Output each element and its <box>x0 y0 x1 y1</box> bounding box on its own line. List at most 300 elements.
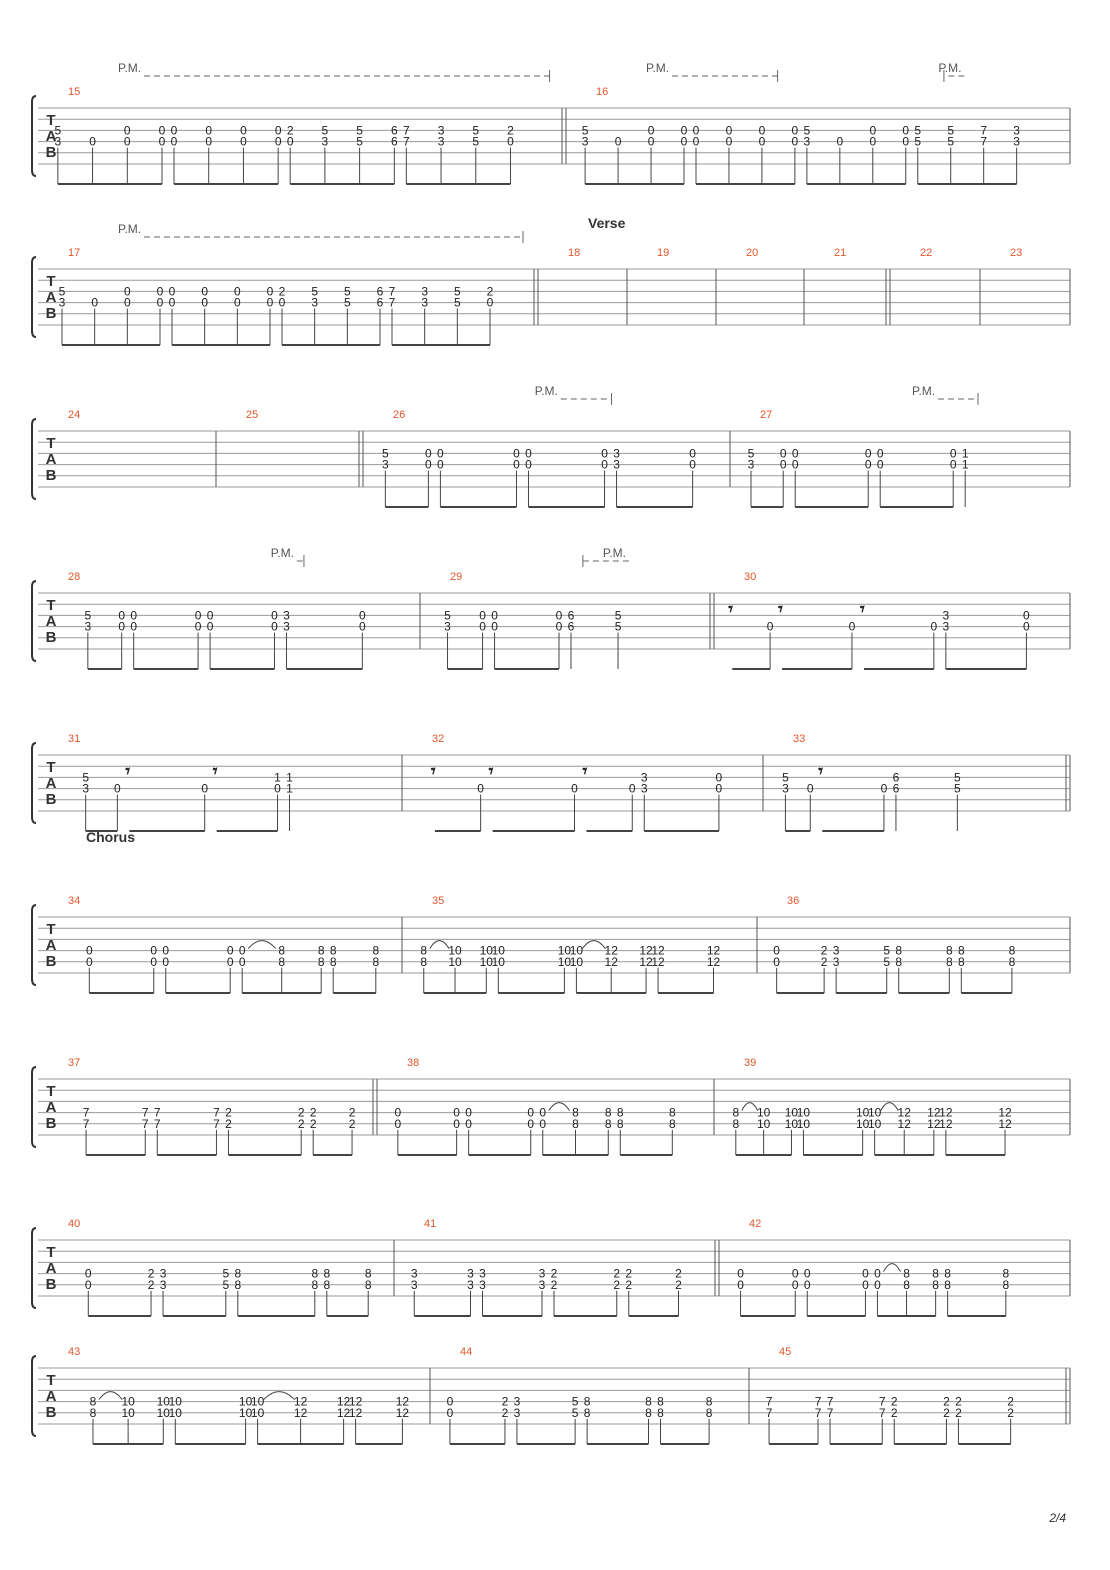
fret-number: 5 <box>453 284 461 299</box>
fret-number: 8 <box>1002 1277 1010 1292</box>
system-bracket <box>32 1228 36 1308</box>
fret-number: 0 <box>758 123 766 138</box>
fret-number: 2 <box>613 1266 621 1281</box>
fret-number: 0 <box>902 123 910 138</box>
fret-number: 0 <box>271 619 278 634</box>
tab-clef-letter: A <box>45 775 57 792</box>
system-bracket <box>32 96 36 176</box>
fret-number: 0 <box>394 1105 402 1120</box>
fret-number: 5 <box>803 123 811 138</box>
eighth-rest-icon: 𝄾 <box>125 761 131 782</box>
fret-number: 2 <box>955 1405 962 1420</box>
fret-number: 3 <box>437 134 445 149</box>
fret-number: 5 <box>953 781 961 796</box>
measure-number: 42 <box>749 1218 762 1230</box>
fret-number: 5 <box>747 446 755 461</box>
fret-number: 10 <box>168 1405 182 1420</box>
fret-number: 0 <box>465 1116 472 1131</box>
fret-number: 0 <box>479 619 486 634</box>
fret-number: 0 <box>779 457 787 472</box>
fret-number: 3 <box>84 619 92 634</box>
fret-number: 0 <box>206 619 214 634</box>
fret-number: 3 <box>538 1277 546 1292</box>
fret-number: 10 <box>448 943 462 958</box>
fret-number: 3 <box>159 1277 167 1292</box>
fret-number: 0 <box>527 1116 535 1131</box>
fret-number: 2 <box>501 1405 509 1420</box>
fret-number: 0 <box>130 619 138 634</box>
measure <box>782 733 1070 831</box>
measure-number: 40 <box>68 1218 81 1230</box>
tab-clef-letter: T <box>46 435 56 452</box>
fret-number: 2 <box>297 1116 305 1131</box>
fret-number: 2 <box>550 1266 558 1281</box>
measure-number: 37 <box>68 1057 81 1069</box>
measure <box>773 895 1070 993</box>
fret-number: 7 <box>141 1116 149 1131</box>
fret-number: 10 <box>796 1116 811 1131</box>
fret-number: 0 <box>158 134 166 149</box>
slide-arc <box>582 941 605 949</box>
fret-number: 8 <box>420 943 428 958</box>
fret-number: 2 <box>943 1394 950 1409</box>
fret-number: 8 <box>895 954 903 969</box>
fret-number: 8 <box>572 1105 579 1120</box>
fret-number: 5 <box>356 134 363 149</box>
fret-number: 0 <box>91 295 99 310</box>
fret-number: 0 <box>507 134 514 149</box>
fret-number: 8 <box>329 943 337 958</box>
fret-number: 8 <box>903 1266 910 1281</box>
fret-number: 12 <box>927 1105 941 1120</box>
fret-number: 0 <box>425 457 432 472</box>
measure-number: 26 <box>393 409 406 421</box>
slide-arc <box>430 941 449 949</box>
palm-mute-label: P.M. <box>118 222 142 236</box>
fret-number: 3 <box>283 619 290 634</box>
measure <box>411 1218 719 1316</box>
fret-number: 12 <box>604 943 618 958</box>
system-bracket <box>32 1356 36 1436</box>
fret-number: 0 <box>791 1277 799 1292</box>
fret-number: 8 <box>364 1266 372 1281</box>
measure-number: 18 <box>568 247 581 259</box>
staff-system <box>32 1218 1070 1316</box>
fret-number: 7 <box>141 1105 149 1120</box>
fret-number: 8 <box>1008 943 1016 958</box>
fret-number: 0 <box>274 123 282 138</box>
fret-number: 2 <box>820 954 828 969</box>
fret-number: 7 <box>153 1116 161 1131</box>
fret-number: 2 <box>278 284 286 299</box>
measure <box>68 1057 377 1155</box>
fret-number: 7 <box>82 1105 90 1120</box>
tab-clef-letter: B <box>45 467 57 484</box>
measure <box>447 1346 749 1444</box>
fret-number: 10 <box>569 943 584 958</box>
fret-number: 8 <box>1008 954 1016 969</box>
measure <box>766 1346 1070 1444</box>
measure-number: 36 <box>787 895 800 907</box>
fret-number: 0 <box>150 954 158 969</box>
fret-number: 12 <box>348 1405 363 1420</box>
fret-number: 10 <box>784 1116 799 1131</box>
fret-number: 0 <box>725 134 733 149</box>
fret-number: 0 <box>766 619 774 634</box>
fret-number: 2 <box>348 1105 356 1120</box>
tab-clef-letter: B <box>45 305 57 322</box>
fret-number: 7 <box>402 134 410 149</box>
tab-clef-letter: T <box>46 759 56 776</box>
fret-number: 8 <box>944 1277 951 1292</box>
fret-number: 1 <box>286 770 293 785</box>
fret-number: 0 <box>170 123 178 138</box>
fret-number: 5 <box>571 1405 579 1420</box>
eighth-rest-icon: 𝄾 <box>488 761 494 782</box>
fret-number: 0 <box>773 954 780 969</box>
fret-number: 0 <box>85 943 93 958</box>
fret-number: 0 <box>150 943 158 958</box>
staff-system <box>32 546 1070 669</box>
fret-number: 10 <box>867 1116 882 1131</box>
fret-number: 0 <box>779 446 787 461</box>
slide-arc <box>881 1103 899 1111</box>
measure <box>737 1218 1070 1316</box>
fret-number: 0 <box>477 781 484 796</box>
fret-number: 10 <box>250 1405 265 1420</box>
measure <box>59 247 538 345</box>
fret-number: 7 <box>826 1394 834 1409</box>
fret-number: 1 <box>286 781 293 796</box>
fret-number: 12 <box>998 1105 1012 1120</box>
fret-number: 7 <box>980 134 988 149</box>
fret-number: 0 <box>527 1105 535 1120</box>
fret-number: 3 <box>513 1405 521 1420</box>
fret-number: 3 <box>942 619 950 634</box>
fret-number: 8 <box>932 1277 939 1292</box>
tab-clef-letter: A <box>45 1260 57 1277</box>
fret-number: 12 <box>897 1105 911 1120</box>
fret-number: 12 <box>639 954 653 969</box>
measure-number: 35 <box>432 895 445 907</box>
measure <box>748 409 1070 507</box>
fret-number: 0 <box>206 608 214 623</box>
fret-number: 7 <box>814 1405 822 1420</box>
fret-number: 3 <box>479 1266 486 1281</box>
fret-number: 2 <box>286 123 294 138</box>
fret-number: 6 <box>390 134 398 149</box>
fret-number: 3 <box>437 123 445 138</box>
fret-number: 0 <box>453 1116 460 1131</box>
measure-number: 39 <box>744 1057 757 1069</box>
fret-number: 0 <box>601 457 608 472</box>
fret-number: 0 <box>168 295 176 310</box>
fret-number: 0 <box>205 134 213 149</box>
fret-number: 7 <box>765 1394 773 1409</box>
measure-number: 41 <box>424 1218 437 1230</box>
fret-number: 0 <box>162 954 170 969</box>
fret-number: 5 <box>311 284 319 299</box>
tab-clef-letter: A <box>45 937 57 954</box>
fret-number: 12 <box>927 1116 941 1131</box>
fret-number: 0 <box>874 1266 881 1281</box>
fret-number: 8 <box>668 1105 676 1120</box>
fret-number: 0 <box>238 943 246 958</box>
slide-arc <box>264 1392 295 1400</box>
fret-number: 0 <box>715 781 723 796</box>
measure <box>431 733 763 831</box>
section-label: Verse <box>588 215 626 231</box>
fret-number: 0 <box>555 619 563 634</box>
fret-number: 10 <box>250 1394 265 1409</box>
fret-number: 10 <box>855 1105 870 1120</box>
fret-number: 12 <box>706 954 721 969</box>
fret-number: 10 <box>796 1105 811 1120</box>
fret-number: 0 <box>803 1277 811 1292</box>
fret-number: 10 <box>491 943 505 958</box>
measure-number: 45 <box>779 1346 792 1358</box>
fret-number: 10 <box>756 1105 771 1120</box>
fret-number: 0 <box>601 446 608 461</box>
fret-number: 8 <box>895 943 903 958</box>
fret-number: 0 <box>791 1266 799 1281</box>
fret-number: 7 <box>388 284 396 299</box>
tab-clef-letter: B <box>45 1276 57 1293</box>
measure-number: 17 <box>68 247 81 259</box>
fret-number: 0 <box>773 943 780 958</box>
fret-number: 0 <box>539 1105 547 1120</box>
fret-number: 0 <box>880 781 888 796</box>
fret-number: 2 <box>309 1116 317 1131</box>
fret-number: 5 <box>614 608 622 623</box>
fret-number: 10 <box>557 954 572 969</box>
fret-number: 3 <box>1013 123 1020 138</box>
fret-number: 10 <box>168 1394 182 1409</box>
fret-number: 0 <box>791 123 799 138</box>
fret-number: 7 <box>213 1116 220 1131</box>
fret-number: 8 <box>903 1277 910 1292</box>
fret-number: 0 <box>278 295 286 310</box>
measure <box>68 895 402 993</box>
fret-number: 7 <box>878 1405 886 1420</box>
fret-number: 5 <box>453 295 461 310</box>
fret-number: 8 <box>234 1266 242 1281</box>
fret-number: 2 <box>1007 1394 1014 1409</box>
fret-number: 0 <box>130 608 138 623</box>
fret-number: 8 <box>645 1394 652 1409</box>
palm-mute-label: P.M. <box>270 546 294 560</box>
eighth-rest-icon: 𝄾 <box>818 761 824 782</box>
measure-number: 34 <box>68 895 81 907</box>
palm-mute-label: P.M. <box>534 384 558 398</box>
measure-number: 30 <box>744 571 757 583</box>
eighth-rest-icon: 𝄾 <box>728 599 734 620</box>
measure <box>68 733 402 831</box>
fret-number: 8 <box>311 1266 319 1281</box>
fret-number: 12 <box>293 1405 308 1420</box>
fret-number: 12 <box>651 943 665 958</box>
measure-number: 27 <box>760 409 773 421</box>
fret-number: 3 <box>613 457 620 472</box>
fret-number: 0 <box>930 619 938 634</box>
fret-number: 12 <box>651 954 665 969</box>
fret-number: 8 <box>329 954 337 969</box>
fret-number: 0 <box>85 954 93 969</box>
fret-number: 0 <box>737 1277 744 1292</box>
fret-number: 0 <box>437 446 444 461</box>
fret-number: 3 <box>640 770 648 785</box>
fret-number: 0 <box>156 284 164 299</box>
fret-number: 3 <box>410 1266 418 1281</box>
fret-number: 0 <box>874 1277 881 1292</box>
fret-number: 10 <box>855 1116 870 1131</box>
fret-number: 0 <box>791 457 799 472</box>
fret-number: 3 <box>159 1266 167 1281</box>
palm-mute-label: P.M. <box>646 61 670 75</box>
measure-number: 20 <box>746 247 759 259</box>
fret-number: 5 <box>571 1394 579 1409</box>
fret-number: 8 <box>317 943 325 958</box>
fret-number: 0 <box>628 781 636 796</box>
fret-number: 3 <box>82 781 90 796</box>
fret-number: 8 <box>705 1394 713 1409</box>
fret-number: 10 <box>121 1405 135 1420</box>
tab-clef-letter: B <box>45 791 57 808</box>
fret-number: 8 <box>932 1266 939 1281</box>
measure <box>68 1218 394 1316</box>
fret-number: 0 <box>114 781 121 796</box>
fret-number: 2 <box>225 1105 232 1120</box>
measure-number: 32 <box>432 733 445 745</box>
fret-number: 5 <box>914 123 922 138</box>
fret-number: 8 <box>657 1394 664 1409</box>
fret-number: 5 <box>472 123 480 138</box>
fret-number: 0 <box>876 446 884 461</box>
fret-number: 0 <box>162 943 170 958</box>
fret-number: 5 <box>356 123 363 138</box>
fret-number: 0 <box>479 608 486 623</box>
tab-clef-letter: T <box>46 112 56 129</box>
fret-number: 10 <box>569 954 584 969</box>
fret-number: 8 <box>657 1405 664 1420</box>
fret-number: 5 <box>444 608 451 623</box>
fret-number: 0 <box>446 1394 454 1409</box>
fret-number: 8 <box>323 1266 331 1281</box>
fret-number: 5 <box>883 954 891 969</box>
fret-number: 0 <box>758 134 766 149</box>
fret-number: 12 <box>939 1105 953 1120</box>
fret-number: 12 <box>639 943 653 958</box>
fret-number: 3 <box>58 295 66 310</box>
fret-number: 7 <box>213 1105 220 1120</box>
eighth-rest-icon: 𝄾 <box>859 599 865 620</box>
tab-clef-letter: B <box>45 1404 57 1421</box>
fret-number: 0 <box>737 1266 744 1281</box>
fret-number: 0 <box>949 446 957 461</box>
fret-number: 0 <box>123 123 131 138</box>
fret-number: 0 <box>806 781 814 796</box>
fret-number: 8 <box>317 954 325 969</box>
fret-number: 0 <box>862 1266 869 1281</box>
fret-number: 8 <box>616 1116 624 1131</box>
fret-number: 3 <box>467 1277 474 1292</box>
fret-number: 0 <box>525 446 532 461</box>
fret-number: 2 <box>348 1116 356 1131</box>
fret-number: 5 <box>614 619 622 634</box>
fret-number: 12 <box>336 1394 351 1409</box>
measure-number: 29 <box>450 571 463 583</box>
fret-number: 5 <box>947 123 955 138</box>
fret-number: 8 <box>957 943 965 958</box>
fret-number: 3 <box>1013 134 1020 149</box>
fret-number: 5 <box>883 943 891 958</box>
fret-number: 0 <box>689 446 696 461</box>
tab-clef-letter: B <box>45 144 57 161</box>
staff-system <box>32 384 1070 507</box>
fret-number: 8 <box>732 1105 740 1120</box>
fret-number: 10 <box>491 954 505 969</box>
fret-number: 5 <box>343 295 351 310</box>
staff-system <box>32 215 1070 345</box>
fret-number: 3 <box>538 1266 546 1281</box>
fret-number: 8 <box>705 1405 713 1420</box>
fret-number: 8 <box>420 954 428 969</box>
slide-arc <box>99 1392 122 1400</box>
fret-number: 5 <box>58 284 66 299</box>
fret-number: 10 <box>479 954 493 969</box>
fret-number: 0 <box>170 134 178 149</box>
fret-number: 2 <box>225 1116 232 1131</box>
fret-number: 3 <box>640 781 648 796</box>
fret-number: 6 <box>892 770 900 785</box>
palm-mute-label: P.M. <box>118 61 142 75</box>
fret-number: 0 <box>226 943 234 958</box>
fret-number: 5 <box>382 446 389 461</box>
fret-number: 0 <box>194 619 202 634</box>
fret-number: 5 <box>54 123 62 138</box>
fret-number: 0 <box>614 134 622 149</box>
fret-number: 5 <box>914 134 922 149</box>
fret-number: 0 <box>271 608 278 623</box>
fret-number: 0 <box>266 284 274 299</box>
fret-number: 3 <box>782 781 789 796</box>
fret-number: 8 <box>957 954 965 969</box>
fret-number: 7 <box>980 123 988 138</box>
fret-number: 12 <box>395 1394 410 1409</box>
fret-number: 2 <box>507 123 514 138</box>
fret-number: 8 <box>604 1105 612 1120</box>
fret-number: 0 <box>286 134 294 149</box>
measure-number: 21 <box>834 247 847 259</box>
tab-clef-letter: T <box>46 921 56 938</box>
fret-number: 3 <box>311 295 319 310</box>
fret-number: 5 <box>581 123 589 138</box>
fret-number: 8 <box>732 1116 740 1131</box>
measure-number: 22 <box>920 247 933 259</box>
fret-number: 0 <box>1023 608 1030 623</box>
fret-number: 2 <box>147 1266 155 1281</box>
fret-number: 3 <box>942 608 950 623</box>
measure-number: 24 <box>68 409 81 421</box>
fret-number: 12 <box>706 943 721 958</box>
measure <box>54 86 566 184</box>
fret-number: 0 <box>647 123 655 138</box>
eighth-rest-icon: 𝄾 <box>430 761 436 782</box>
fret-number: 0 <box>902 134 910 149</box>
fret-number: 7 <box>388 295 396 310</box>
palm-mute-label: P.M. <box>912 384 936 398</box>
tab-clef-letter: A <box>45 451 57 468</box>
